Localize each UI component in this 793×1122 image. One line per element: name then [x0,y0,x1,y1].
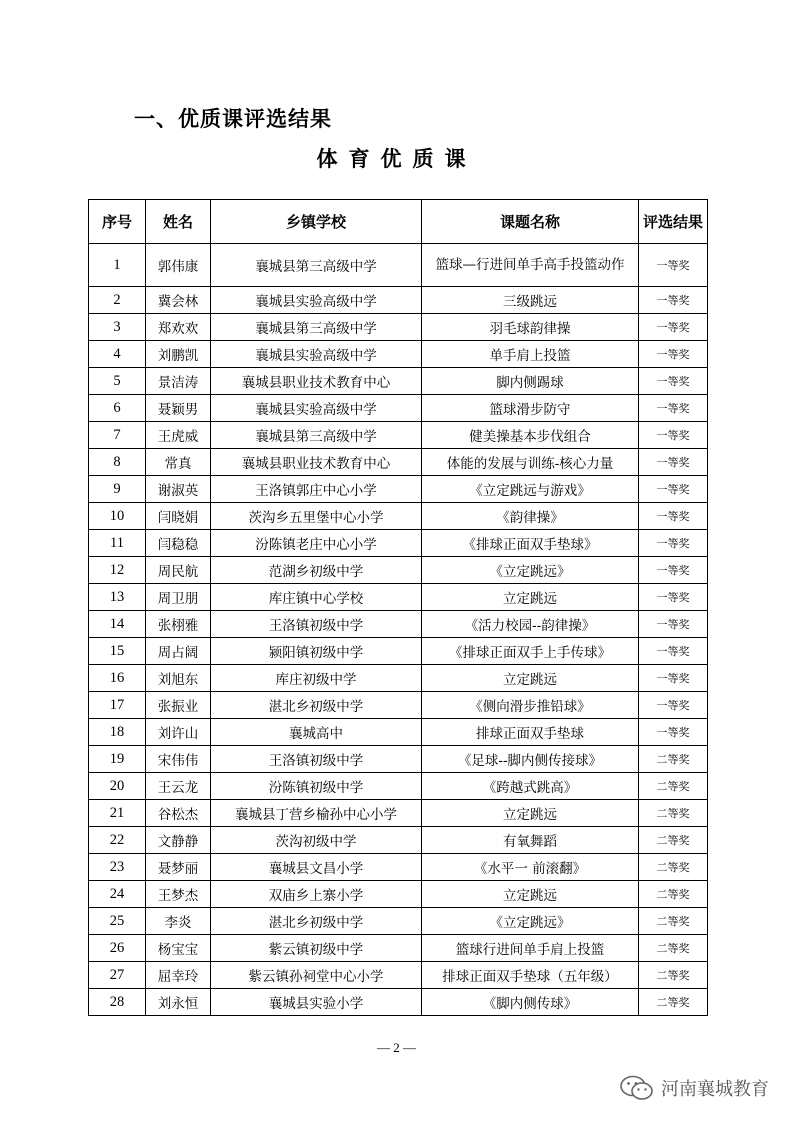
cell-no: 5 [89,368,146,395]
cell-result: 一等奖 [639,341,708,368]
cell-name: 宋伟伟 [146,746,211,773]
cell-topic: 《韵律操》 [422,503,639,530]
cell-no: 4 [89,341,146,368]
cell-school: 汾陈镇初级中学 [211,773,422,800]
table-row [89,800,708,827]
cell-no: 10 [89,503,146,530]
cell-result: 一等奖 [639,584,708,611]
page-number: — 2 — [377,1040,416,1055]
table-row [89,244,708,287]
cell-topic: 立定跳远 [422,881,639,908]
cell-school: 茨沟乡五里堡中心小学 [211,503,422,530]
cell-result: 二等奖 [639,854,708,881]
cell-name: 郑欢欢 [146,314,211,341]
table-row [89,854,708,881]
cell-name: 郭伟康 [146,244,211,287]
cell-name: 周占阔 [146,638,211,665]
table-row [89,881,708,908]
cell-name: 周卫朋 [146,584,211,611]
cell-topic: 体能的发展与训练-核心力量 [422,449,639,476]
cell-topic: 篮球行进间单手肩上投篮 [422,935,639,962]
header-result: 评选结果 [639,200,708,244]
cell-no: 28 [89,989,146,1016]
table-row [89,341,708,368]
cell-no: 13 [89,584,146,611]
cell-name: 王云龙 [146,773,211,800]
cell-result: 一等奖 [639,692,708,719]
cell-no: 21 [89,800,146,827]
cell-topic: 单手肩上投篮 [422,341,639,368]
cell-topic: 健美操基本步伐组合 [422,422,639,449]
cell-name: 聂颖男 [146,395,211,422]
cell-no: 15 [89,638,146,665]
cell-result: 一等奖 [639,287,708,314]
cell-result: 一等奖 [639,395,708,422]
cell-school: 襄城县实验高级中学 [211,395,422,422]
cell-no: 19 [89,746,146,773]
table-row [89,692,708,719]
cell-name: 屈幸玲 [146,962,211,989]
cell-no: 24 [89,881,146,908]
table-row [89,476,708,503]
cell-no: 27 [89,962,146,989]
cell-result: 一等奖 [639,422,708,449]
cell-no: 9 [89,476,146,503]
cell-school: 襄城县丁营乡榆孙中心小学 [211,800,422,827]
cell-result: 一等奖 [639,476,708,503]
cell-topic: 《水平一 前滚翻》 [422,854,639,881]
cell-name: 谢淑英 [146,476,211,503]
cell-result: 一等奖 [639,530,708,557]
cell-topic: 脚内侧踢球 [422,368,639,395]
table-row [89,422,708,449]
table-row [89,395,708,422]
cell-school: 茨沟初级中学 [211,827,422,854]
cell-school: 襄城高中 [211,719,422,746]
table-row [89,557,708,584]
table-header-row [89,200,708,244]
table-row [89,611,708,638]
cell-result: 二等奖 [639,800,708,827]
cell-no: 22 [89,827,146,854]
cell-topic: 三级跳远 [422,287,639,314]
cell-name: 闫晓娟 [146,503,211,530]
cell-result: 二等奖 [639,962,708,989]
cell-result: 二等奖 [639,989,708,1016]
cell-name: 闫稳稳 [146,530,211,557]
table-row [89,962,708,989]
cell-school: 紫云镇初级中学 [211,935,422,962]
cell-topic: 排球正面双手垫球（五年级） [422,962,639,989]
cell-topic: 《足球--脚内侧传接球》 [422,746,639,773]
header-no: 序号 [89,200,146,244]
cell-school: 襄城县第三高级中学 [211,314,422,341]
cell-school: 湛北乡初级中学 [211,908,422,935]
table-row [89,530,708,557]
cell-school: 库庄初级中学 [211,665,422,692]
header-name: 姓名 [146,200,211,244]
cell-school: 王洛镇初级中学 [211,746,422,773]
cell-no: 3 [89,314,146,341]
cell-school: 汾陈镇老庄中心小学 [211,530,422,557]
cell-topic: 《侧向滑步推铅球》 [422,692,639,719]
cell-school: 襄城县职业技术教育中心 [211,449,422,476]
wechat-icon [619,1075,655,1101]
cell-result: 一等奖 [639,368,708,395]
results-table [88,199,708,1016]
table-row [89,773,708,800]
cell-name: 张栩雅 [146,611,211,638]
table-row [89,989,708,1016]
cell-no: 6 [89,395,146,422]
table-row [89,314,708,341]
cell-school: 襄城县实验高级中学 [211,287,422,314]
cell-topic: 立定跳远 [422,800,639,827]
cell-topic: 有氧舞蹈 [422,827,639,854]
table-row [89,449,708,476]
cell-topic: 立定跳远 [422,665,639,692]
section-heading: 一、优质课评选结果 [134,107,332,131]
cell-no: 26 [89,935,146,962]
cell-name: 刘许山 [146,719,211,746]
cell-topic: 《跨越式跳高》 [422,773,639,800]
cell-result: 一等奖 [639,503,708,530]
table-title: 体育优质课 [316,147,477,171]
cell-no: 14 [89,611,146,638]
watermark-text: 河南襄城教育 [661,1079,769,1100]
cell-topic: 《脚内侧传球》 [422,989,639,1016]
table-row [89,503,708,530]
cell-school: 襄城县文昌小学 [211,854,422,881]
cell-school: 襄城县实验高级中学 [211,341,422,368]
table-row [89,827,708,854]
cell-topic: 排球正面双手垫球 [422,719,639,746]
cell-school: 襄城县职业技术教育中心 [211,368,422,395]
cell-no: 25 [89,908,146,935]
cell-topic: 《立定跳远与游戏》 [422,476,639,503]
cell-result: 二等奖 [639,746,708,773]
table-row [89,287,708,314]
cell-school: 颍阳镇初级中学 [211,638,422,665]
cell-school: 王洛镇郭庄中心小学 [211,476,422,503]
cell-name: 刘鹏凯 [146,341,211,368]
table-row [89,746,708,773]
cell-name: 李炎 [146,908,211,935]
cell-no: 23 [89,854,146,881]
cell-result: 一等奖 [639,449,708,476]
cell-name: 刘旭东 [146,665,211,692]
cell-result: 一等奖 [639,665,708,692]
cell-topic: 《立定跳远》 [422,908,639,935]
cell-name: 聂梦丽 [146,854,211,881]
cell-no: 1 [89,244,146,287]
table-row [89,368,708,395]
cell-school: 范湖乡初级中学 [211,557,422,584]
cell-topic: 篮球滑步防守 [422,395,639,422]
table-row [89,584,708,611]
cell-no: 7 [89,422,146,449]
cell-school: 襄城县实验小学 [211,989,422,1016]
cell-topic: 篮球—行进间单手高手投篮动作 [422,244,639,287]
cell-school: 湛北乡初级中学 [211,692,422,719]
cell-topic: 立定跳远 [422,584,639,611]
cell-name: 周民航 [146,557,211,584]
cell-name: 张振业 [146,692,211,719]
cell-school: 王洛镇初级中学 [211,611,422,638]
cell-school: 库庄镇中心学校 [211,584,422,611]
cell-result: 一等奖 [639,557,708,584]
cell-topic: 《立定跳远》 [422,557,639,584]
cell-school: 襄城县第三高级中学 [211,244,422,287]
cell-result: 一等奖 [639,244,708,287]
cell-no: 2 [89,287,146,314]
cell-no: 20 [89,773,146,800]
cell-result: 二等奖 [639,773,708,800]
cell-result: 一等奖 [639,611,708,638]
cell-result: 二等奖 [639,881,708,908]
table-row [89,719,708,746]
cell-no: 12 [89,557,146,584]
cell-name: 文静静 [146,827,211,854]
cell-result: 二等奖 [639,827,708,854]
cell-no: 18 [89,719,146,746]
cell-result: 一等奖 [639,314,708,341]
cell-topic: 《排球正面双手垫球》 [422,530,639,557]
table-row [89,638,708,665]
cell-name: 王梦杰 [146,881,211,908]
cell-result: 一等奖 [639,719,708,746]
cell-topic: 《排球正面双手上手传球》 [422,638,639,665]
cell-name: 谷松杰 [146,800,211,827]
cell-topic: 羽毛球韵律操 [422,314,639,341]
table-row [89,665,708,692]
header-school: 乡镇学校 [211,200,422,244]
cell-result: 二等奖 [639,935,708,962]
cell-school: 双庙乡上寨小学 [211,881,422,908]
cell-result: 一等奖 [639,638,708,665]
cell-name: 景洁涛 [146,368,211,395]
cell-result: 二等奖 [639,908,708,935]
cell-name: 王虎威 [146,422,211,449]
cell-name: 刘永恒 [146,989,211,1016]
cell-no: 11 [89,530,146,557]
table-row [89,935,708,962]
table-row [89,908,708,935]
cell-school: 紫云镇孙祠堂中心小学 [211,962,422,989]
cell-name: 冀会林 [146,287,211,314]
cell-topic: 《活力校园--韵律操》 [422,611,639,638]
header-topic: 课题名称 [422,200,639,244]
cell-name: 常真 [146,449,211,476]
cell-no: 16 [89,665,146,692]
cell-no: 17 [89,692,146,719]
cell-school: 襄城县第三高级中学 [211,422,422,449]
watermark [619,1075,769,1101]
cell-name: 杨宝宝 [146,935,211,962]
cell-no: 8 [89,449,146,476]
